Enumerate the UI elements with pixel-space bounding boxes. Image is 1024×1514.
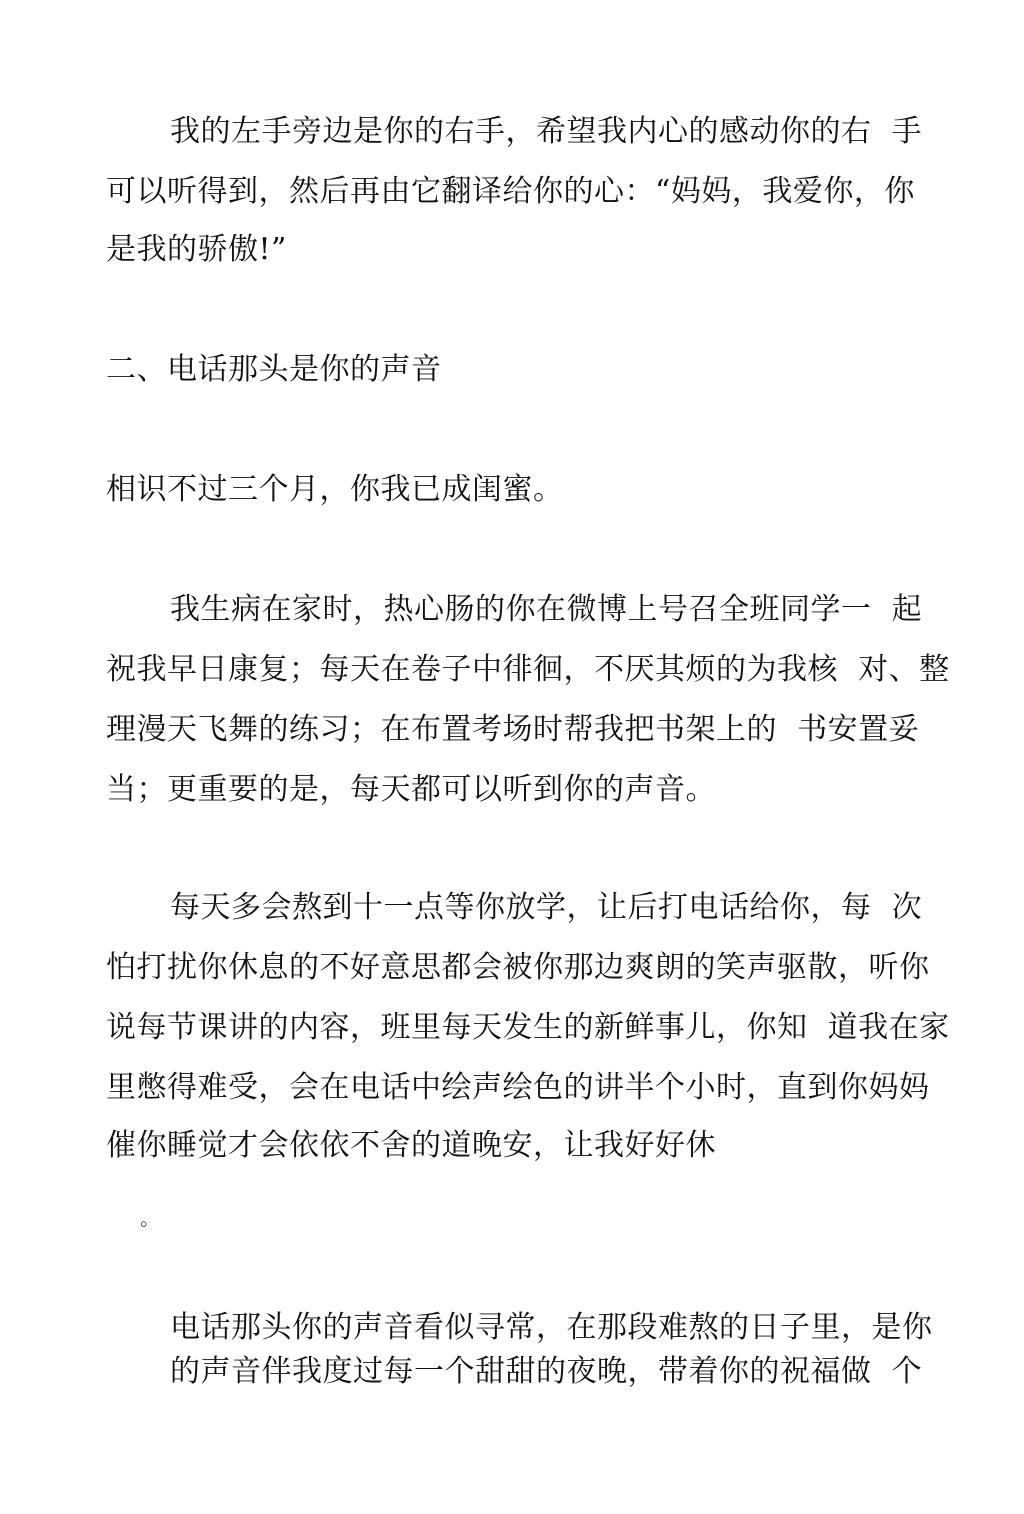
paragraph-4-line-4: 里憋得难受，会在电话中绘声绘色的讲半个小时，直到你妈妈 <box>106 1070 930 1105</box>
paragraph-5-line-2: 的声音伴我度过每一个甜甜的夜晚，带着你的祝福做 个 <box>170 1354 923 1389</box>
paragraph-4-line-2: 怕打扰你休息的不好意思都会被你那边爽朗的笑声驱散，听你 <box>106 950 930 985</box>
paragraph-3-line-3: 理漫天飞舞的练习；在布置考场时帮我把书架上的 书安置妥 <box>106 712 920 747</box>
paragraph-3-line-2: 祝我早日康复；每天在卷子中徘徊，不厌其烦的为我核 对、整 <box>106 652 950 687</box>
section-heading: 二、电话那头是你的声音 <box>106 352 442 387</box>
stray-period: 。 <box>140 1206 161 1230</box>
paragraph-1-line-1: 我的左手旁边是你的右手，希望我内心的感动你的右 手 <box>170 114 923 149</box>
paragraph-1-line-2: 可以听得到，然后再由它翻译给你的心：“妈妈，我爱你，你 <box>106 174 915 209</box>
paragraph-4-line-5: 催你睡觉才会依依不舍的道晚安，让我好好休 <box>106 1128 716 1163</box>
paragraph-1-line-3: 是我的骄傲!” <box>106 232 287 267</box>
paragraph-2-line-1: 相识不过三个月，你我已成闺蜜。 <box>106 472 564 507</box>
paragraph-4-line-1: 每天多会熬到十一点等你放学，让后打电话给你，每 次 <box>170 890 923 925</box>
paragraph-4-line-3: 说每节课讲的内容，班里每天发生的新鲜事儿，你知 道我在家 <box>106 1010 950 1045</box>
paragraph-3-line-4: 当；更重要的是，每天都可以听到你的声音。 <box>106 772 716 807</box>
paragraph-3-line-1: 我生病在家时，热心肠的你在微博上号召全班同学一 起 <box>170 592 923 627</box>
paragraph-5-line-1: 电话那头你的声音看似寻常，在那段难熬的日子里，是你 <box>170 1310 933 1345</box>
